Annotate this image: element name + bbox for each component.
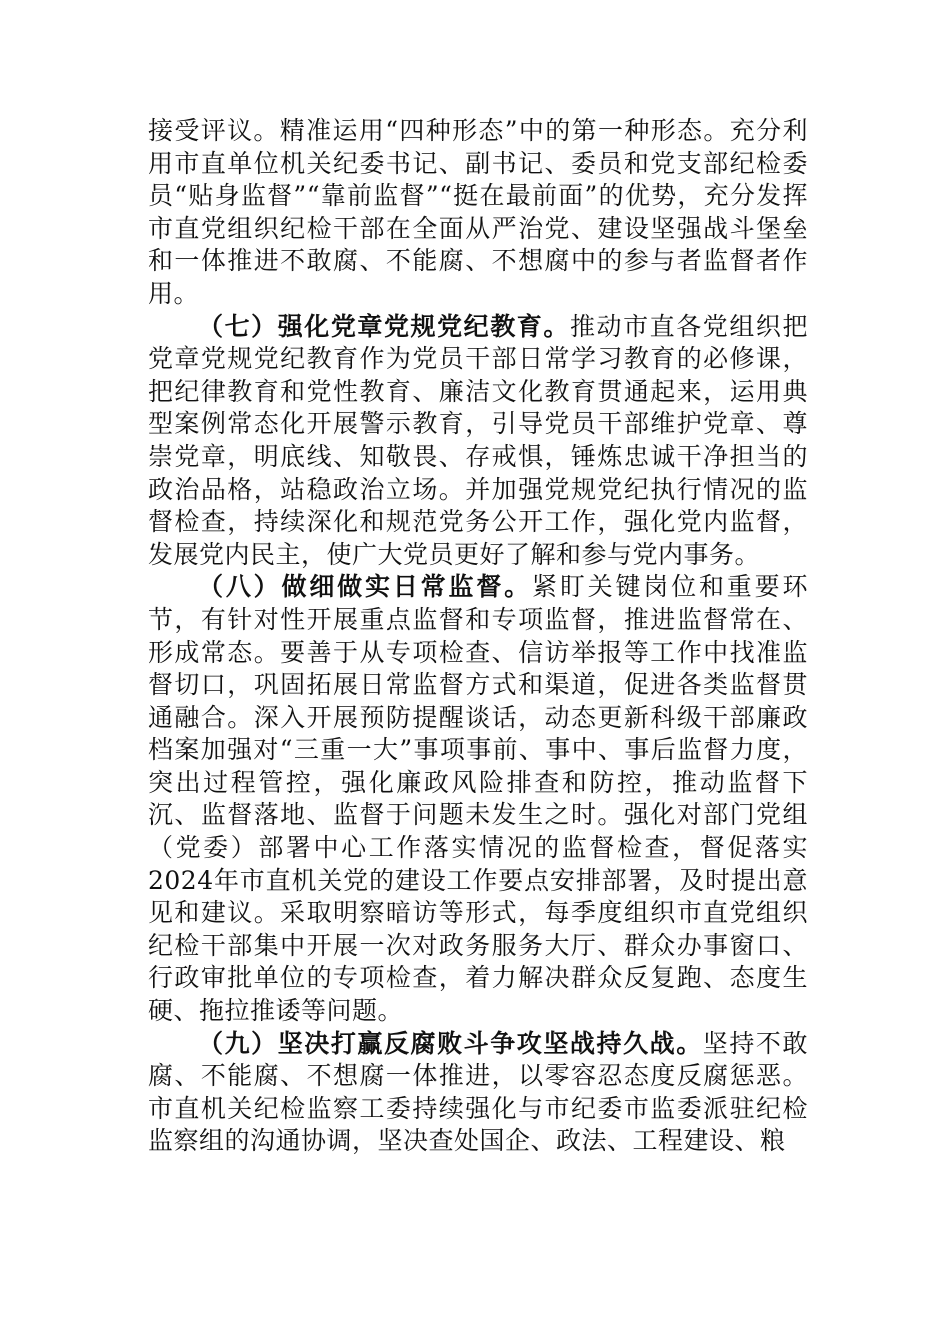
paragraph-section-9 (148, 1028, 808, 1158)
paragraph-section-7 (148, 311, 808, 572)
paragraph-text: 紧盯关键岗位和重要环节，有针对性开展重点监督和专项监督，推进监督常在、形成常态。要善于从专项检查、信访举报等工作中找准监督切口，巩固拓展日常监督方式和渠道，促进各类监督贯通融合。深入开展预防提醒谈话，动态更新科级干部廉政档案加强对“三重一大”事项事前、事中、事后监督力度，突出过程管控，强化廉政风险排查和防控，推动监督下沉、监督落地、监督于问题未发生之时。强化对部门党组（党委）部署中心工作落实情况的监督检查，督促落实2024年市直机关党的建设工作要点安排部署，及时提出意见和建议。采取明察暗访等形式，每季度组织市直党组织纪检干部集中开展一次对政务服务大厅、群众办事窗口、行政审批单位的专项检查，着力解决群众反复跑、态度生硬、拖拉推诿等问题。 (148, 572, 808, 1026)
section-heading-7: （七）强化党章党规党纪教育。 (198, 311, 570, 341)
paragraph-text: 推动市直各党组织把党章党规党纪教育作为党员干部日常学习教育的必修课，把纪律教育和党性教育、廉洁文化教育贯通起来，运用典型案例常态化开展警示教育，引导党员干部维护党章、尊崇党章，明底线、知敬畏、存戒惧，锤炼忠诚干净担当的政治品格，站稳政治立场。并加强党规党纪执行情况的监督检查，持续深化和规范党务公开工作，强化党内监督，发展党内民主，使广大党员更好了解和参与党内事务。 (148, 311, 808, 569)
paragraph-text: 接受评议。精准运用“四种形态”中的第一种形态。充分利用市直单位机关纪委书记、副书记、委员和党支部纪检委员“贴身监督”“靠前监督”“挺在最前面”的优势，充分发挥市直党组织纪检干部在全面从严治党、建设坚强战斗堡垒和一体推进不敢腐、不能腐、不想腐中的参与者监督者作用。 (148, 116, 808, 308)
section-heading-8: （八）做细做实日常监督。 (198, 572, 532, 602)
document-body (148, 115, 808, 1158)
paragraph-continuation (148, 115, 808, 311)
paragraph-text: 坚持不敢腐、不能腐、不想腐一体推进，以零容忍态度反腐惩恶。市直机关纪检监察工委持续强化与市纪委市监委派驻纪检监察组的沟通协调，坚决查处国企、政法、工程建设、粮 (148, 1028, 808, 1156)
paragraph-section-8 (148, 571, 808, 1027)
section-heading-9: （九）坚决打赢反腐败斗争攻坚战持久战。 (198, 1028, 703, 1058)
